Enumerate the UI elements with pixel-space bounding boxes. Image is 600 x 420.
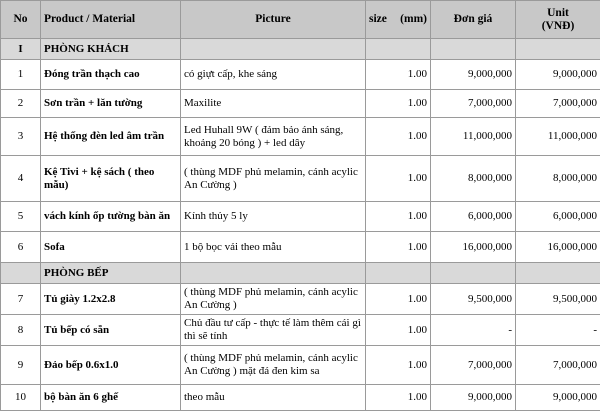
size-value: 1.00	[366, 118, 431, 156]
table-row	[1, 60, 600, 90]
row-number: 10	[1, 385, 41, 411]
product-name: Hệ thống đèn led âm trần	[41, 118, 181, 156]
unit-price: 7,000,000	[431, 90, 516, 118]
header-product: Product / Material	[41, 1, 181, 39]
header-unit-line1: Unit	[547, 6, 569, 19]
size-value: 1.00	[366, 202, 431, 232]
size-value: 1.00	[366, 315, 431, 346]
header-picture: Picture	[181, 1, 366, 39]
header-price: Đơn giá	[431, 1, 516, 39]
section-empty-cell	[431, 263, 516, 284]
section-empty-cell	[431, 39, 516, 60]
section-number: I	[1, 39, 41, 60]
unit-price: 7,000,000	[431, 346, 516, 385]
row-number: 5	[1, 202, 41, 232]
section-empty-cell	[516, 263, 600, 284]
section-number	[1, 263, 41, 284]
unit-price: 6,000,000	[431, 202, 516, 232]
section-title: PHÒNG KHÁCH	[41, 39, 181, 60]
unit-total: 9,000,000	[516, 385, 600, 411]
product-name: Đóng trần thạch cao	[41, 60, 181, 90]
picture-description: có giựt cấp, khe sáng	[181, 60, 366, 90]
product-name: vách kính ốp tường bàn ăn	[41, 202, 181, 232]
picture-description: Chủ đầu tư cấp - thực tế làm thêm cái gì thì sẽ tính	[181, 315, 366, 346]
section-row	[1, 39, 600, 60]
row-number: 4	[1, 156, 41, 202]
header-unit	[516, 1, 600, 39]
table-body	[1, 39, 600, 411]
unit-total: -	[516, 315, 600, 346]
unit-price: 9,500,000	[431, 284, 516, 315]
section-empty-cell	[516, 39, 600, 60]
table-row	[1, 156, 600, 202]
row-number: 6	[1, 232, 41, 263]
unit-total: 9,000,000	[516, 60, 600, 90]
picture-description: Maxilite	[181, 90, 366, 118]
picture-description: Led Huhall 9W ( đảm bảo ánh sáng, khoảng 20 bóng ) + led dây	[181, 118, 366, 156]
row-number: 1	[1, 60, 41, 90]
size-value: 1.00	[366, 385, 431, 411]
row-number: 9	[1, 346, 41, 385]
section-title: PHÒNG BẾP	[41, 263, 181, 284]
unit-total: 7,000,000	[516, 90, 600, 118]
picture-description: theo mẫu	[181, 385, 366, 411]
section-empty-cell	[181, 263, 366, 284]
size-value: 1.00	[366, 60, 431, 90]
table-row	[1, 315, 600, 346]
unit-total: 8,000,000	[516, 156, 600, 202]
unit-total: 16,000,000	[516, 232, 600, 263]
product-name: Sofa	[41, 232, 181, 263]
header-size	[366, 1, 431, 39]
unit-price: 9,000,000	[431, 60, 516, 90]
picture-description: ( thùng MDF phủ melamin, cánh acylic An Cường )	[181, 284, 366, 315]
product-name: Tủ bếp có sẵn	[41, 315, 181, 346]
header-unit-line2: (VNĐ)	[541, 19, 575, 32]
header-no: No	[1, 1, 41, 39]
table-row	[1, 284, 600, 315]
row-number: 3	[1, 118, 41, 156]
unit-total: 7,000,000	[516, 346, 600, 385]
table-row	[1, 118, 600, 156]
unit-price: 16,000,000	[431, 232, 516, 263]
size-value: 1.00	[366, 232, 431, 263]
table-row	[1, 346, 600, 385]
picture-description: ( thùng MDF phủ melamin, cánh acylic An Cường )	[181, 156, 366, 202]
section-empty-cell	[366, 39, 431, 60]
size-value: 1.00	[366, 284, 431, 315]
header-row	[1, 1, 600, 39]
product-name: Đảo bếp 0.6x1.0	[41, 346, 181, 385]
section-empty-cell	[366, 263, 431, 284]
size-value: 1.00	[366, 90, 431, 118]
unit-total: 11,000,000	[516, 118, 600, 156]
size-value: 1.00	[366, 346, 431, 385]
unit-price: 9,000,000	[431, 385, 516, 411]
table-row	[1, 202, 600, 232]
unit-price: -	[431, 315, 516, 346]
unit-price: 8,000,000	[431, 156, 516, 202]
header-size-unit: (mm)	[400, 13, 427, 25]
unit-total: 6,000,000	[516, 202, 600, 232]
table-row	[1, 90, 600, 118]
section-row	[1, 263, 600, 284]
unit-price: 11,000,000	[431, 118, 516, 156]
table-row	[1, 232, 600, 263]
product-name: Sơn trần + lăn tường	[41, 90, 181, 118]
row-number: 8	[1, 315, 41, 346]
table-row	[1, 385, 600, 411]
product-name: Tủ giày 1.2x2.8	[41, 284, 181, 315]
unit-total: 9,500,000	[516, 284, 600, 315]
product-name: Kệ Tivi + kệ sách ( theo mẫu)	[41, 156, 181, 202]
picture-description: ( thùng MDF phủ melamin, cánh acylic An Cường ) mặt đá đen kim sa	[181, 346, 366, 385]
row-number: 7	[1, 284, 41, 315]
product-name: bộ bàn ăn 6 ghế	[41, 385, 181, 411]
picture-description: Kính thủy 5 ly	[181, 202, 366, 232]
section-empty-cell	[181, 39, 366, 60]
header-size-label: size	[369, 13, 387, 25]
row-number: 2	[1, 90, 41, 118]
picture-description: 1 bộ bọc vải theo mẫu	[181, 232, 366, 263]
size-value: 1.00	[366, 156, 431, 202]
